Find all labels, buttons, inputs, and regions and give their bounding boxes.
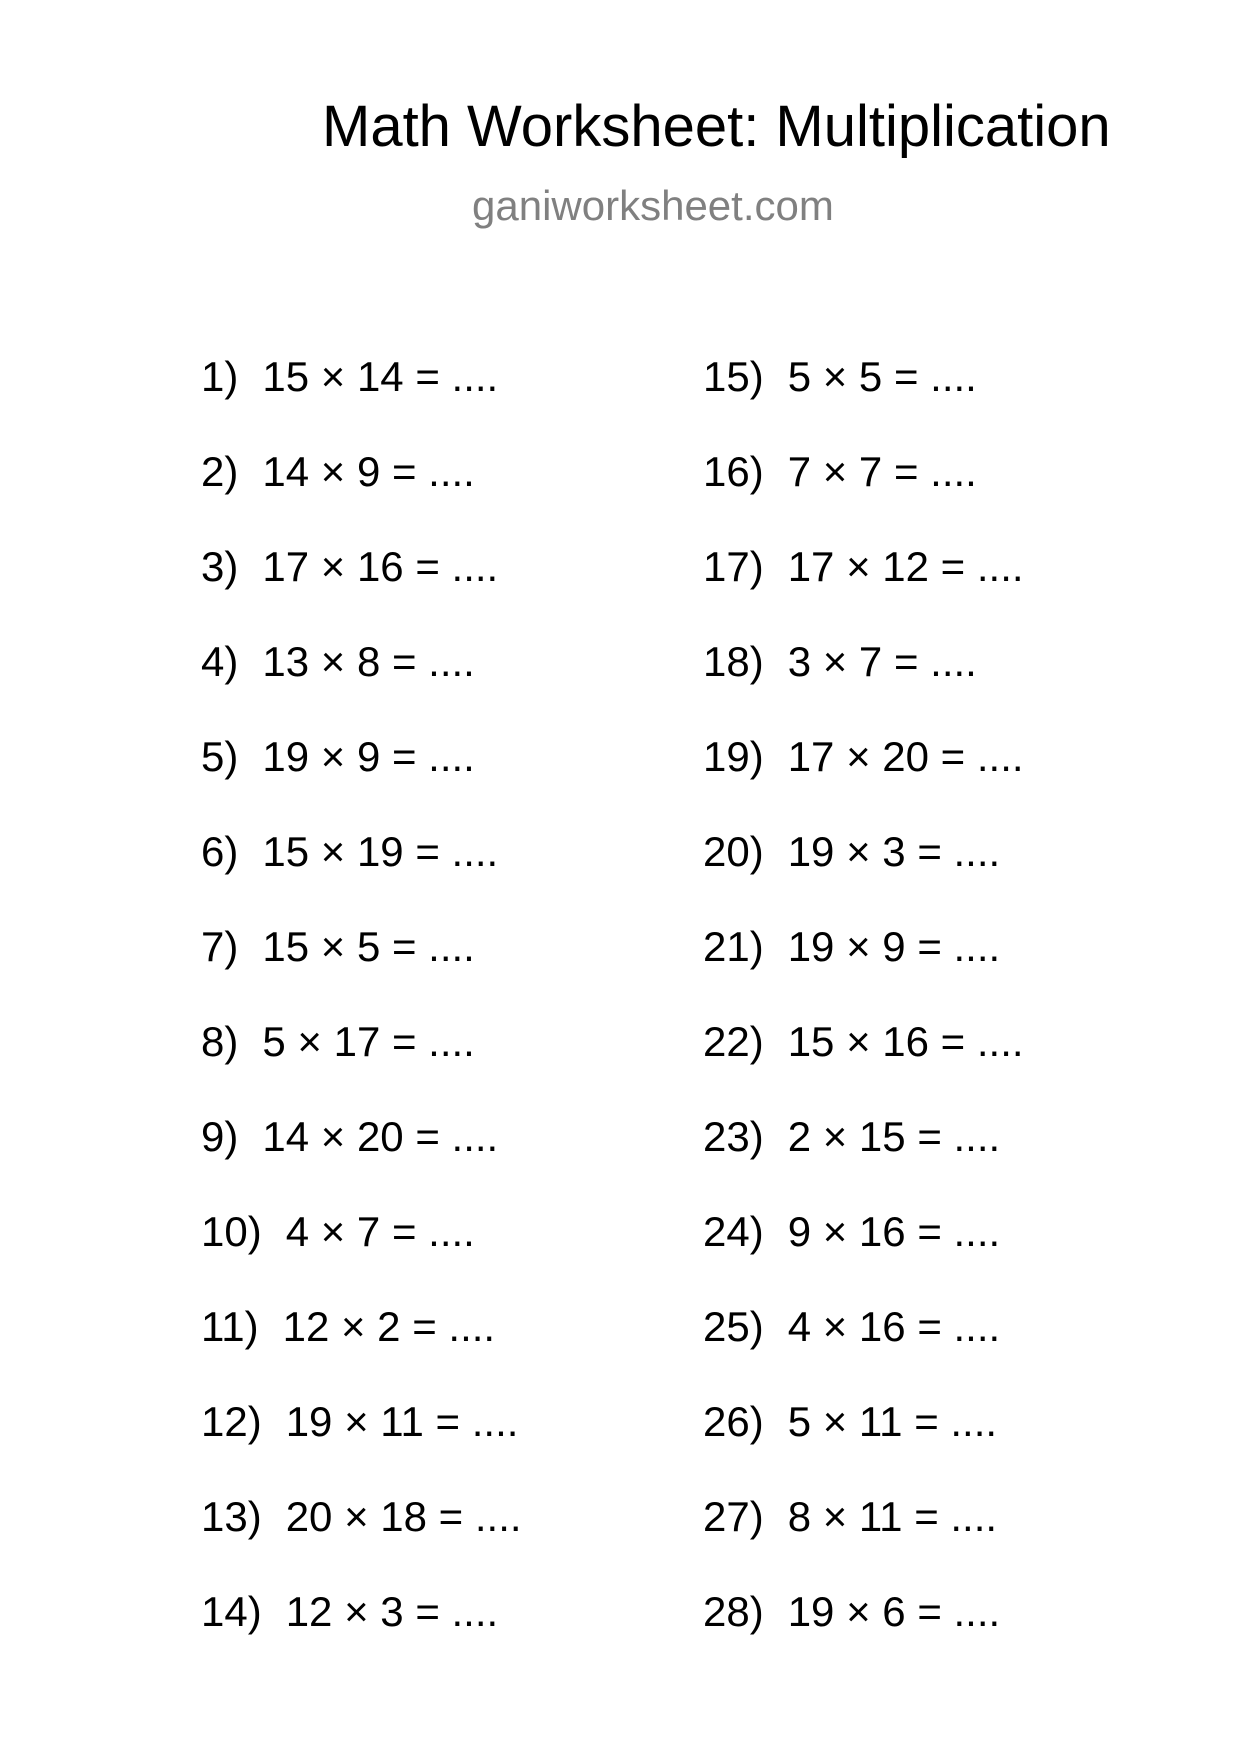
- problem-item: [703, 828, 1024, 926]
- problem-item: [201, 1493, 522, 1591]
- problem-expression: 15 × 16 = ....: [787, 1018, 1024, 1065]
- problem-expression: 14 × 20 = ....: [262, 1113, 499, 1160]
- problem-column-right: [703, 353, 1024, 1686]
- problem-item: [703, 1303, 1024, 1401]
- problem-item: [201, 1303, 522, 1401]
- problem-item: [703, 733, 1024, 831]
- problem-number: 8): [201, 1018, 239, 1065]
- problem-expression: 12 × 3 = ....: [285, 1588, 499, 1635]
- problem-number: 28): [703, 1588, 764, 1635]
- problem-expression: 4 × 7 = ....: [285, 1208, 475, 1255]
- problem-expression: 9 × 16 = ....: [787, 1208, 1001, 1255]
- problem-item: [703, 1398, 1024, 1496]
- problem-number: 5): [201, 733, 239, 780]
- problem-number: 11): [201, 1303, 259, 1350]
- problem-number: 1): [201, 353, 239, 400]
- problem-expression: 20 × 18 = ....: [285, 1493, 522, 1540]
- problem-item: [703, 1018, 1024, 1116]
- problem-item: [201, 1018, 522, 1116]
- problem-item: [201, 638, 522, 736]
- problem-number: 3): [201, 543, 239, 590]
- problem-item: [201, 448, 522, 546]
- problem-number: 20): [703, 828, 764, 875]
- problem-number: 25): [703, 1303, 764, 1350]
- problem-expression: 19 × 11 = ....: [285, 1398, 519, 1445]
- problem-number: 14): [201, 1588, 262, 1635]
- problem-expression: 7 × 7 = ....: [787, 448, 977, 495]
- problem-number: 19): [703, 733, 764, 780]
- problem-number: 6): [201, 828, 239, 875]
- problem-expression: 15 × 19 = ....: [262, 828, 499, 875]
- problem-expression: 5 × 17 = ....: [262, 1018, 475, 1065]
- problem-expression: 19 × 9 = ....: [262, 733, 475, 780]
- problem-expression: 5 × 5 = ....: [787, 353, 977, 400]
- problem-item: [201, 923, 522, 1021]
- problem-expression: 8 × 11 = ....: [787, 1493, 998, 1540]
- problem-number: 23): [703, 1113, 764, 1160]
- problem-expression: 2 × 15 = ....: [787, 1113, 1001, 1160]
- problem-expression: 3 × 7 = ....: [787, 638, 977, 685]
- problem-expression: 13 × 8 = ....: [262, 638, 475, 685]
- problem-expression: 15 × 5 = ....: [262, 923, 475, 970]
- problem-expression: 12 × 2 = ....: [282, 1303, 496, 1350]
- problem-item: [201, 733, 522, 831]
- problem-number: 7): [201, 923, 239, 970]
- problem-number: 17): [703, 543, 764, 590]
- problem-number: 10): [201, 1208, 262, 1255]
- problem-item: [703, 1113, 1024, 1211]
- problem-number: 22): [703, 1018, 764, 1065]
- problem-expression: 15 × 14 = ....: [262, 353, 499, 400]
- problem-expression: 14 × 9 = ....: [262, 448, 475, 495]
- problem-number: 18): [703, 638, 764, 685]
- problem-item: [703, 923, 1024, 1021]
- problem-item: [703, 1208, 1024, 1306]
- problem-expression: 4 × 16 = ....: [787, 1303, 1001, 1350]
- problem-item: [201, 828, 522, 926]
- problem-expression: 17 × 16 = ....: [262, 543, 499, 590]
- problem-item: [201, 1588, 522, 1686]
- page-title: Math Worksheet: Multiplication: [322, 94, 1111, 159]
- problem-number: 4): [201, 638, 239, 685]
- problem-item: [201, 543, 522, 641]
- problem-number: 2): [201, 448, 239, 495]
- problem-expression: 17 × 12 = ....: [787, 543, 1024, 590]
- problem-expression: 5 × 11 = ....: [787, 1398, 998, 1445]
- problem-item: [703, 1588, 1024, 1686]
- problem-item: [201, 1113, 522, 1211]
- problem-item: [703, 353, 1024, 451]
- problem-item: [703, 1493, 1024, 1591]
- problem-number: 21): [703, 923, 764, 970]
- problem-number: 9): [201, 1113, 239, 1160]
- problem-item: [201, 353, 522, 451]
- problem-number: 15): [703, 353, 764, 400]
- problem-expression: 19 × 9 = ....: [787, 923, 1001, 970]
- problem-number: 12): [201, 1398, 262, 1445]
- problem-item: [703, 543, 1024, 641]
- problem-number: 26): [703, 1398, 764, 1445]
- problem-item: [201, 1208, 522, 1306]
- problem-expression: 19 × 6 = ....: [787, 1588, 1001, 1635]
- problem-column-left: [201, 353, 522, 1686]
- problem-expression: 19 × 3 = ....: [787, 828, 1001, 875]
- problem-number: 27): [703, 1493, 764, 1540]
- problem-number: 24): [703, 1208, 764, 1255]
- problem-item: [703, 448, 1024, 546]
- problem-number: 16): [703, 448, 764, 495]
- problem-item: [201, 1398, 522, 1496]
- page-subtitle: ganiworksheet.com: [472, 182, 834, 229]
- problem-number: 13): [201, 1493, 262, 1540]
- problem-item: [703, 638, 1024, 736]
- problem-expression: 17 × 20 = ....: [787, 733, 1024, 780]
